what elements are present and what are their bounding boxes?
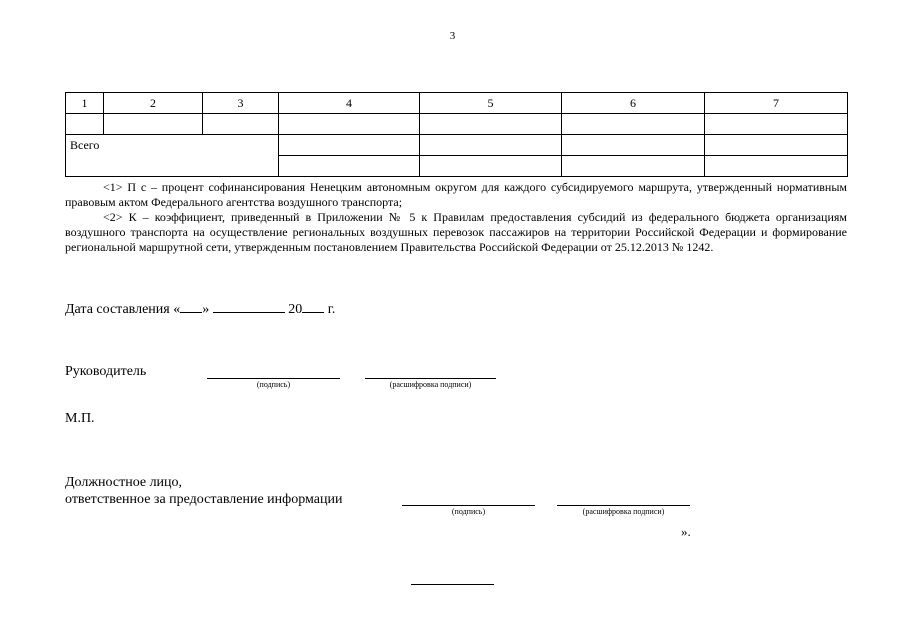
official-label-line2: ответственное за предоставление информации (65, 492, 343, 507)
table-cell (562, 114, 705, 135)
table-cell (279, 135, 420, 156)
table-cell (705, 156, 848, 177)
year-prefix: 20 (288, 302, 303, 317)
table-cell (562, 135, 705, 156)
official-label-line1: Должностное лицо, (65, 475, 183, 490)
table-cell (279, 114, 420, 135)
table-header-cell: 2 (104, 93, 203, 114)
table-cell (420, 135, 562, 156)
table-cell (705, 135, 848, 156)
table-header-cell: 3 (203, 93, 279, 114)
table-cell (420, 114, 562, 135)
table-row (66, 114, 848, 135)
official-signature-caption: (подпись) (451, 507, 486, 516)
footnote-1: <1> П c – процент софинансирования Ненецким автономным округом для каждого субсидируемого маршрута, утвержденный нормативным правовым актом Федерального агентства воздушного транспорта; (65, 180, 847, 209)
table-cell (420, 156, 562, 177)
report-table (65, 92, 848, 177)
official-decode-caption: (расшифровка подписи) (582, 507, 665, 516)
footnotes (65, 180, 847, 255)
official-decode-line (557, 505, 690, 506)
head-signature-line (207, 378, 340, 379)
table-total-row (66, 135, 848, 156)
table-cell (705, 114, 848, 135)
date-suffix: г. (327, 302, 336, 317)
seal-placeholder: М.П. (65, 411, 95, 426)
table-cell (104, 114, 203, 135)
official-signature-line (402, 505, 535, 506)
year-blank (302, 300, 324, 313)
table-cell (203, 114, 279, 135)
date-prefix: Дата составления « (65, 302, 181, 317)
table-header-cell: 6 (562, 93, 705, 114)
day-blank (180, 300, 202, 313)
table-header-row (66, 93, 848, 114)
month-blank (213, 300, 285, 313)
table-cell (279, 156, 420, 177)
table-header-cell: 1 (66, 93, 104, 114)
head-label: Руководитель (65, 364, 147, 379)
closing-mark: ». (681, 524, 691, 539)
table-header-cell: 5 (420, 93, 562, 114)
end-divider (411, 584, 494, 585)
footnote-2: <2> К – коэффициент, приведенный в Приложении № 5 к Правилам предоставления субсидий из федерального бюджета организациям воздушного транспорта на осуществление региональных воздушных перевозок пассажиров на территории Российской Федерации и формирование региональной маршрутной сети, утвержденным постановлением Правительства Российской Федерации от 25.12.2013 № 1242. (65, 210, 847, 254)
table-cell (66, 114, 104, 135)
head-signature-caption: (подпись) (256, 380, 291, 389)
page-number: 3 (449, 30, 456, 42)
table-header-cell: 4 (279, 93, 420, 114)
head-decode-line (365, 378, 496, 379)
head-decode-caption: (расшифровка подписи) (389, 380, 472, 389)
table-total-label: Всего (66, 135, 279, 177)
table-header-cell: 7 (705, 93, 848, 114)
date-mid: » (202, 302, 210, 317)
date-line (65, 300, 335, 318)
table-cell (562, 156, 705, 177)
